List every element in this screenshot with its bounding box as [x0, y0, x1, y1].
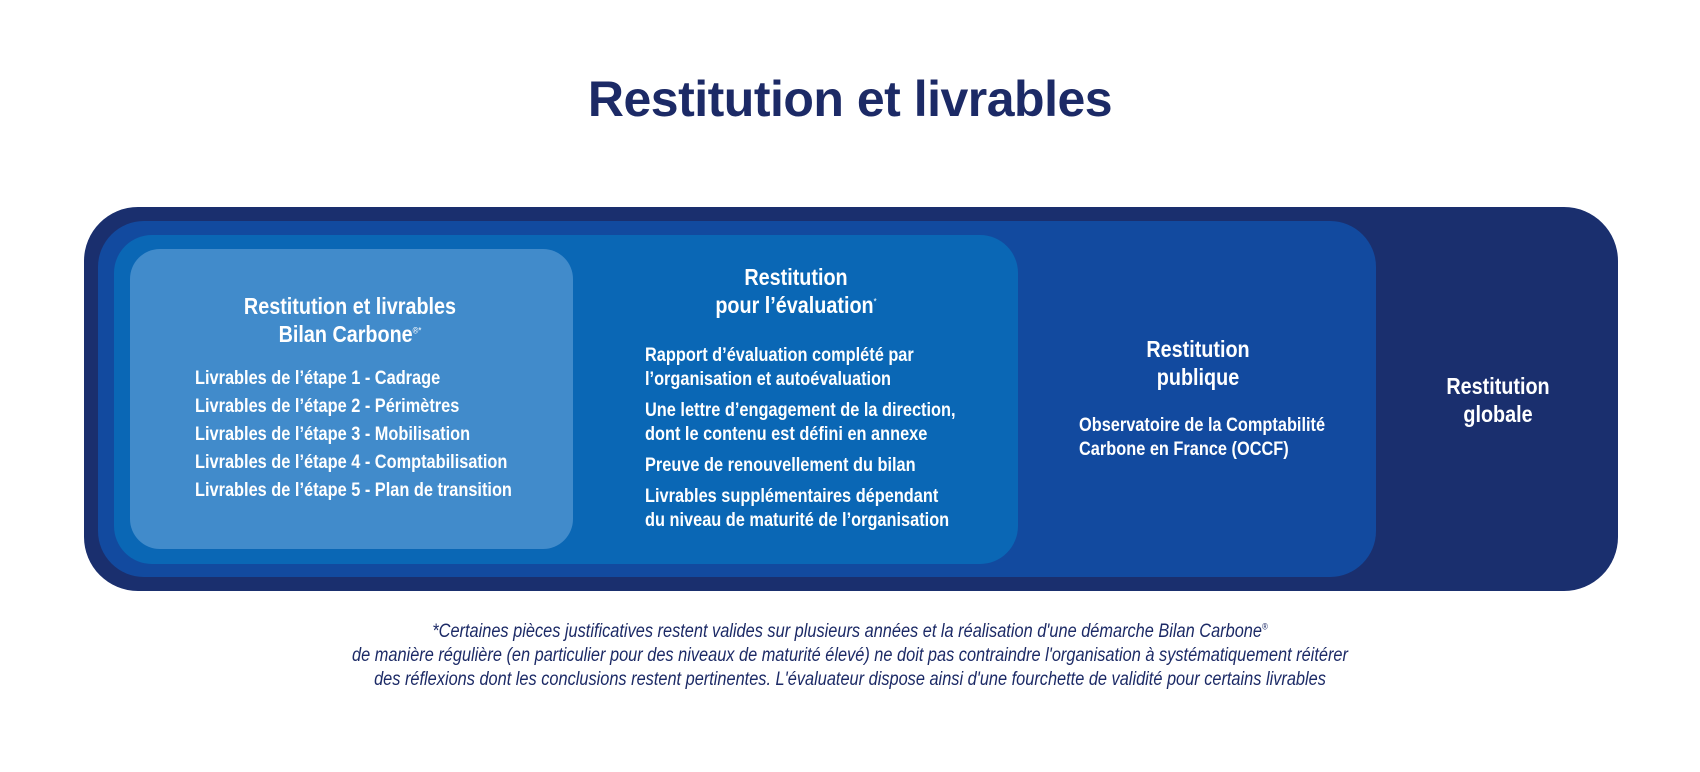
list-item: Livrables de l’étape 2 - Périmètres	[195, 396, 460, 417]
list-item-line: Une lettre d’engagement de la direction,	[645, 400, 956, 421]
evaluation-heading	[650, 263, 942, 319]
evaluation-heading-line1: Restitution	[744, 264, 848, 290]
footnote-line2: de manière régulière (en particulier pour des niveaux de maturité élevé) ne doit pas contraindre l'organisation à systématiquement réitérer	[352, 645, 1348, 666]
list-item-line: Carbone en France (OCCF)	[1079, 439, 1289, 460]
list-item-line: dont le contenu est défini en annexe	[645, 424, 928, 445]
bilan-heading	[204, 292, 496, 348]
bilan-heading-line1: Restitution et livrables	[243, 293, 457, 319]
globale-heading-line1: Restitution	[1446, 373, 1550, 399]
bilan-deliverables-list	[195, 367, 512, 507]
publique-heading-line2: publique	[1156, 364, 1240, 390]
list-item-line: Rapport d’évaluation complété par	[645, 345, 914, 366]
list-item	[645, 399, 956, 447]
evaluation-heading-line2: pour l’évaluation	[715, 292, 874, 318]
list-item: Livrables de l’étape 1 - Cadrage	[195, 368, 441, 389]
list-item: Livrables de l’étape 3 - Mobilisation	[195, 424, 471, 445]
list-item-line: Livrables supplémentaires dépendant	[645, 486, 939, 507]
list-item-line: Observatoire de la Comptabilité	[1079, 415, 1326, 436]
globale-heading-line2: globale	[1463, 401, 1533, 427]
publique-heading-line1: Restitution	[1146, 336, 1250, 362]
list-item	[645, 454, 956, 478]
list-item	[645, 344, 956, 392]
list-item: Livrables de l’étape 5 - Plan de transition	[195, 480, 512, 501]
list-item-line: du niveau de maturité de l’organisation	[645, 510, 950, 531]
list-item-line: l’organisation et autoévaluation	[645, 369, 892, 390]
footnote-line1: *Certaines pièces justificatives restent valides sur plusieurs années et la réalisation d'une démarche Bilan Carbone	[432, 621, 1262, 642]
evaluation-deliverables-list	[645, 344, 956, 540]
publique-heading	[1052, 335, 1344, 391]
publique-deliverables-list	[1079, 414, 1325, 462]
globale-heading	[1369, 372, 1627, 428]
registered-mark: ®*	[412, 325, 422, 336]
list-item-line: Preuve de renouvellement du bilan	[645, 455, 916, 476]
footnote	[119, 620, 1581, 692]
bilan-heading-line2: Bilan Carbone	[278, 321, 413, 347]
list-item: Livrables de l’étape 4 - Comptabilisation	[195, 452, 508, 473]
page-title: Restitution et livrables	[587, 71, 1113, 127]
registered-mark: ®	[1261, 621, 1268, 632]
asterisk-mark: *	[873, 296, 877, 307]
list-item	[645, 485, 956, 533]
footnote-line3: des réflexions dont les conclusions restent pertinentes. L'évaluateur dispose ainsi d'une fourchette de validité pour certains livrables	[374, 669, 1326, 690]
